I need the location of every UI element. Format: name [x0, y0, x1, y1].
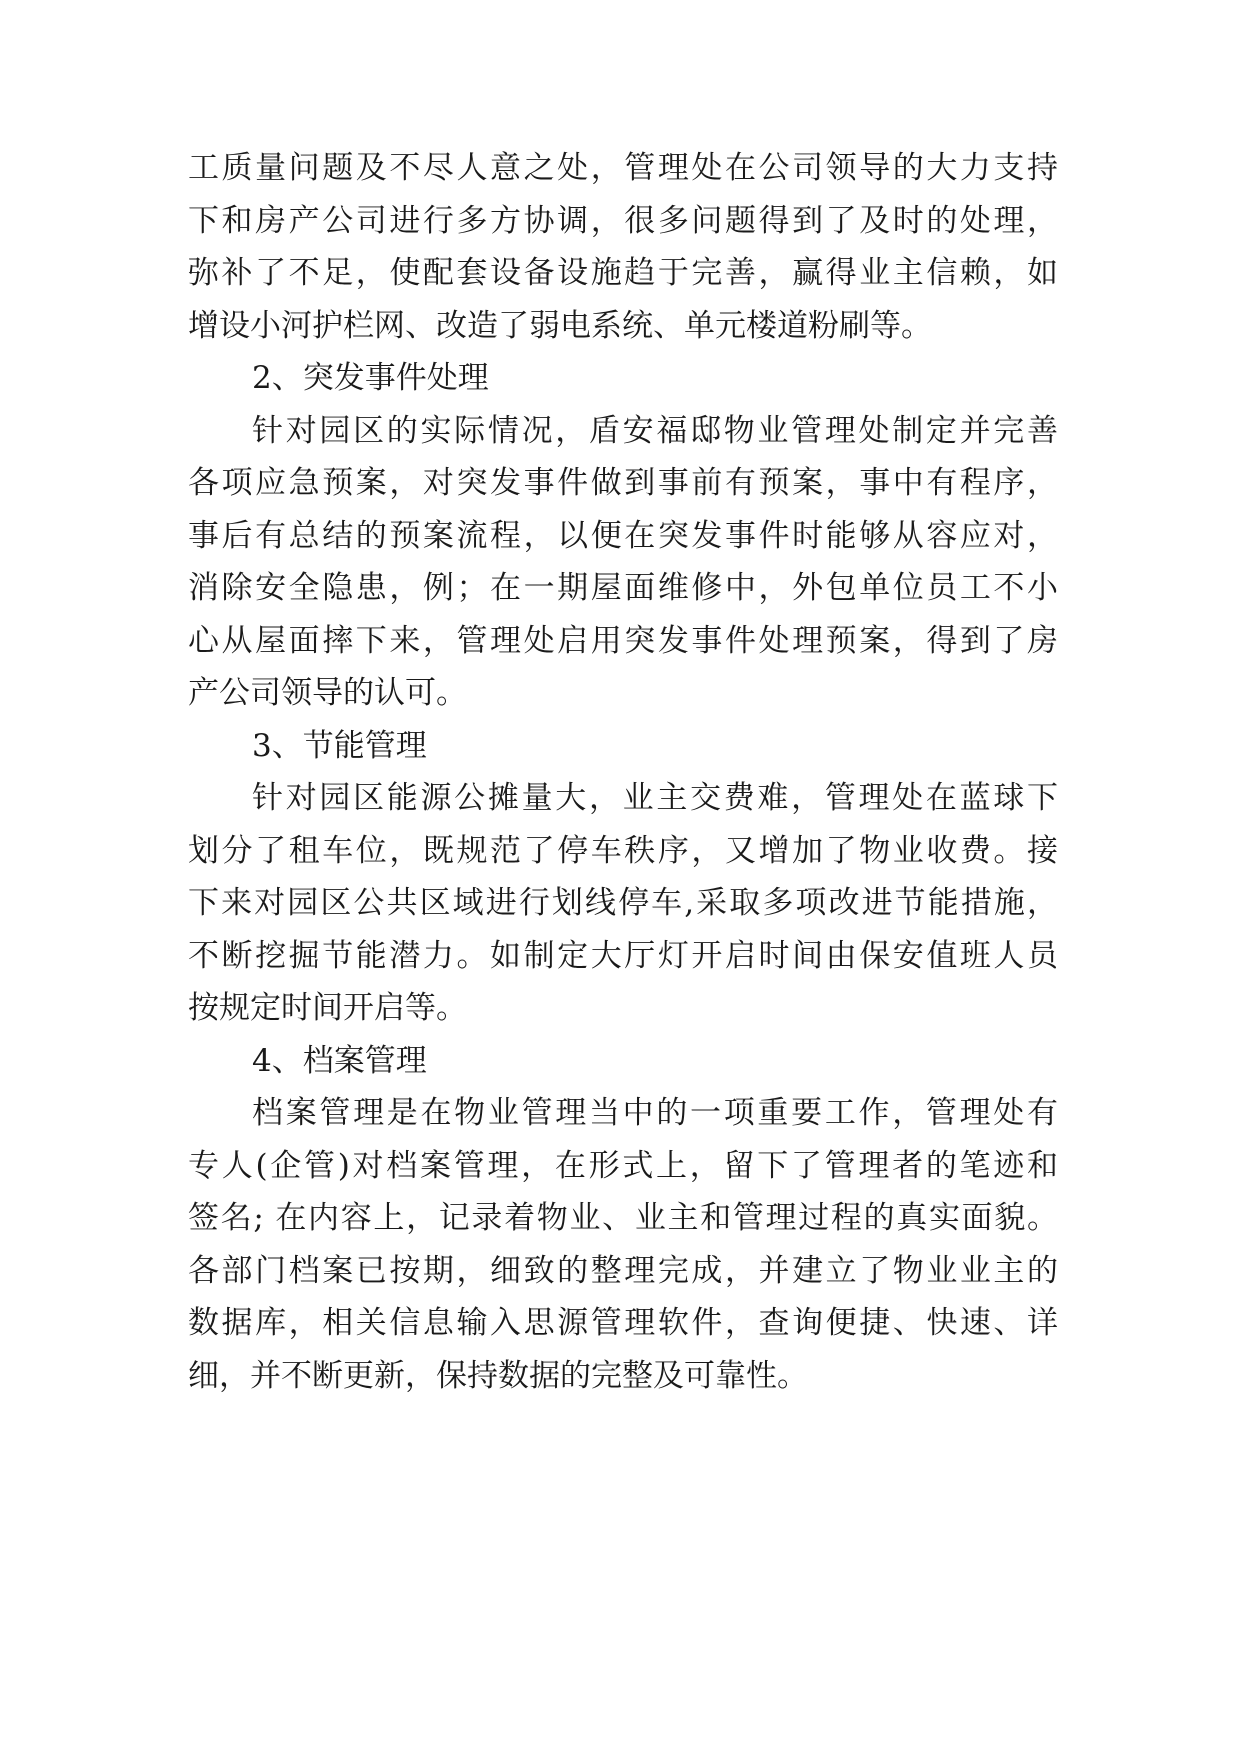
paragraph-line: [0, 196, 1241, 246]
line-text: 增设小河护栏网、改造了弱电系统、单元楼道粉刷等。: [188, 308, 932, 344]
section-heading: [0, 721, 1241, 771]
line-text: 划分了租车位，既规范了停车秩序，又增加了物业收费。接: [188, 833, 1058, 869]
line-text: 针对园区能源公摊量大，业主交费难，管理处在蓝球下: [252, 780, 1058, 816]
paragraph-line: [0, 458, 1241, 508]
paragraph-line: [0, 511, 1241, 561]
line-text: 心从屋面摔下来，管理处启用突发事件处理预案，得到了房: [188, 623, 1058, 659]
paragraph-line: [0, 1193, 1241, 1243]
line-text: 事后有总结的预案流程，以便在突发事件时能够从容应对，: [188, 518, 1058, 554]
paragraph-line: [0, 1088, 1241, 1138]
section-heading-text: 2、突发事件处理: [252, 360, 489, 396]
paragraph-line: [0, 143, 1241, 193]
paragraph-line: [0, 931, 1241, 981]
paragraph-line: [0, 1141, 1241, 1191]
line-text: 针对园区的实际情况，盾安福邸物业管理处制定并完善: [252, 413, 1058, 449]
line-text: 弥补了不足，使配套设备设施趋于完善，赢得业主信赖，如: [188, 255, 1058, 291]
paragraph-line: [0, 826, 1241, 876]
section-heading-text: 4、档案管理: [252, 1043, 427, 1079]
line-text: 档案管理是在物业管理当中的一项重要工作，管理处有: [252, 1095, 1058, 1131]
line-text: 工质量问题及不尽人意之处，管理处在公司领导的大力支持: [188, 150, 1058, 186]
line-text: 消除安全隐患，例；在一期屋面维修中，外包单位员工不小: [188, 570, 1058, 606]
paragraph-line: [0, 773, 1241, 823]
line-text: 细，并不断更新，保持数据的完整及可靠性。: [188, 1358, 808, 1394]
paragraph-line: [0, 563, 1241, 613]
line-text: 签名; 在内容上，记录着物业、业主和管理过程的真实面貌。: [188, 1200, 1058, 1236]
line-text: 专人(企管)对档案管理，在形式上，留下了管理者的笔迹和: [188, 1148, 1058, 1184]
paragraph-line: [0, 616, 1241, 666]
paragraph-line: [0, 248, 1241, 298]
section-heading: [0, 353, 1241, 403]
paragraph-line: [0, 878, 1241, 928]
line-text: 不断挖掘节能潜力。如制定大厅灯开启时间由保安值班人员: [188, 938, 1058, 974]
line-text: 数据库，相关信息输入思源管理软件，查询便捷、快速、详: [188, 1305, 1058, 1341]
paragraph-line: [0, 668, 1241, 718]
paragraph-line: [0, 301, 1241, 351]
line-text: 下和房产公司进行多方协调，很多问题得到了及时的处理，: [188, 203, 1058, 239]
section-heading: [0, 1036, 1241, 1086]
line-text: 下来对园区公共区域进行划线停车,采取多项改进节能措施，: [188, 885, 1058, 921]
line-text: 产公司领导的认可。: [188, 675, 467, 711]
line-text: 各项应急预案，对突发事件做到事前有预案，事中有程序，: [188, 465, 1058, 501]
line-text: 各部门档案已按期，细致的整理完成，并建立了物业业主的: [188, 1253, 1058, 1289]
paragraph-line: [0, 983, 1241, 1033]
paragraph-line: [0, 1351, 1241, 1401]
section-heading-text: 3、节能管理: [252, 728, 427, 764]
paragraph-line: [0, 1246, 1241, 1296]
paragraph-line: [0, 406, 1241, 456]
paragraph-line: [0, 1298, 1241, 1348]
line-text: 按规定时间开启等。: [188, 990, 467, 1026]
